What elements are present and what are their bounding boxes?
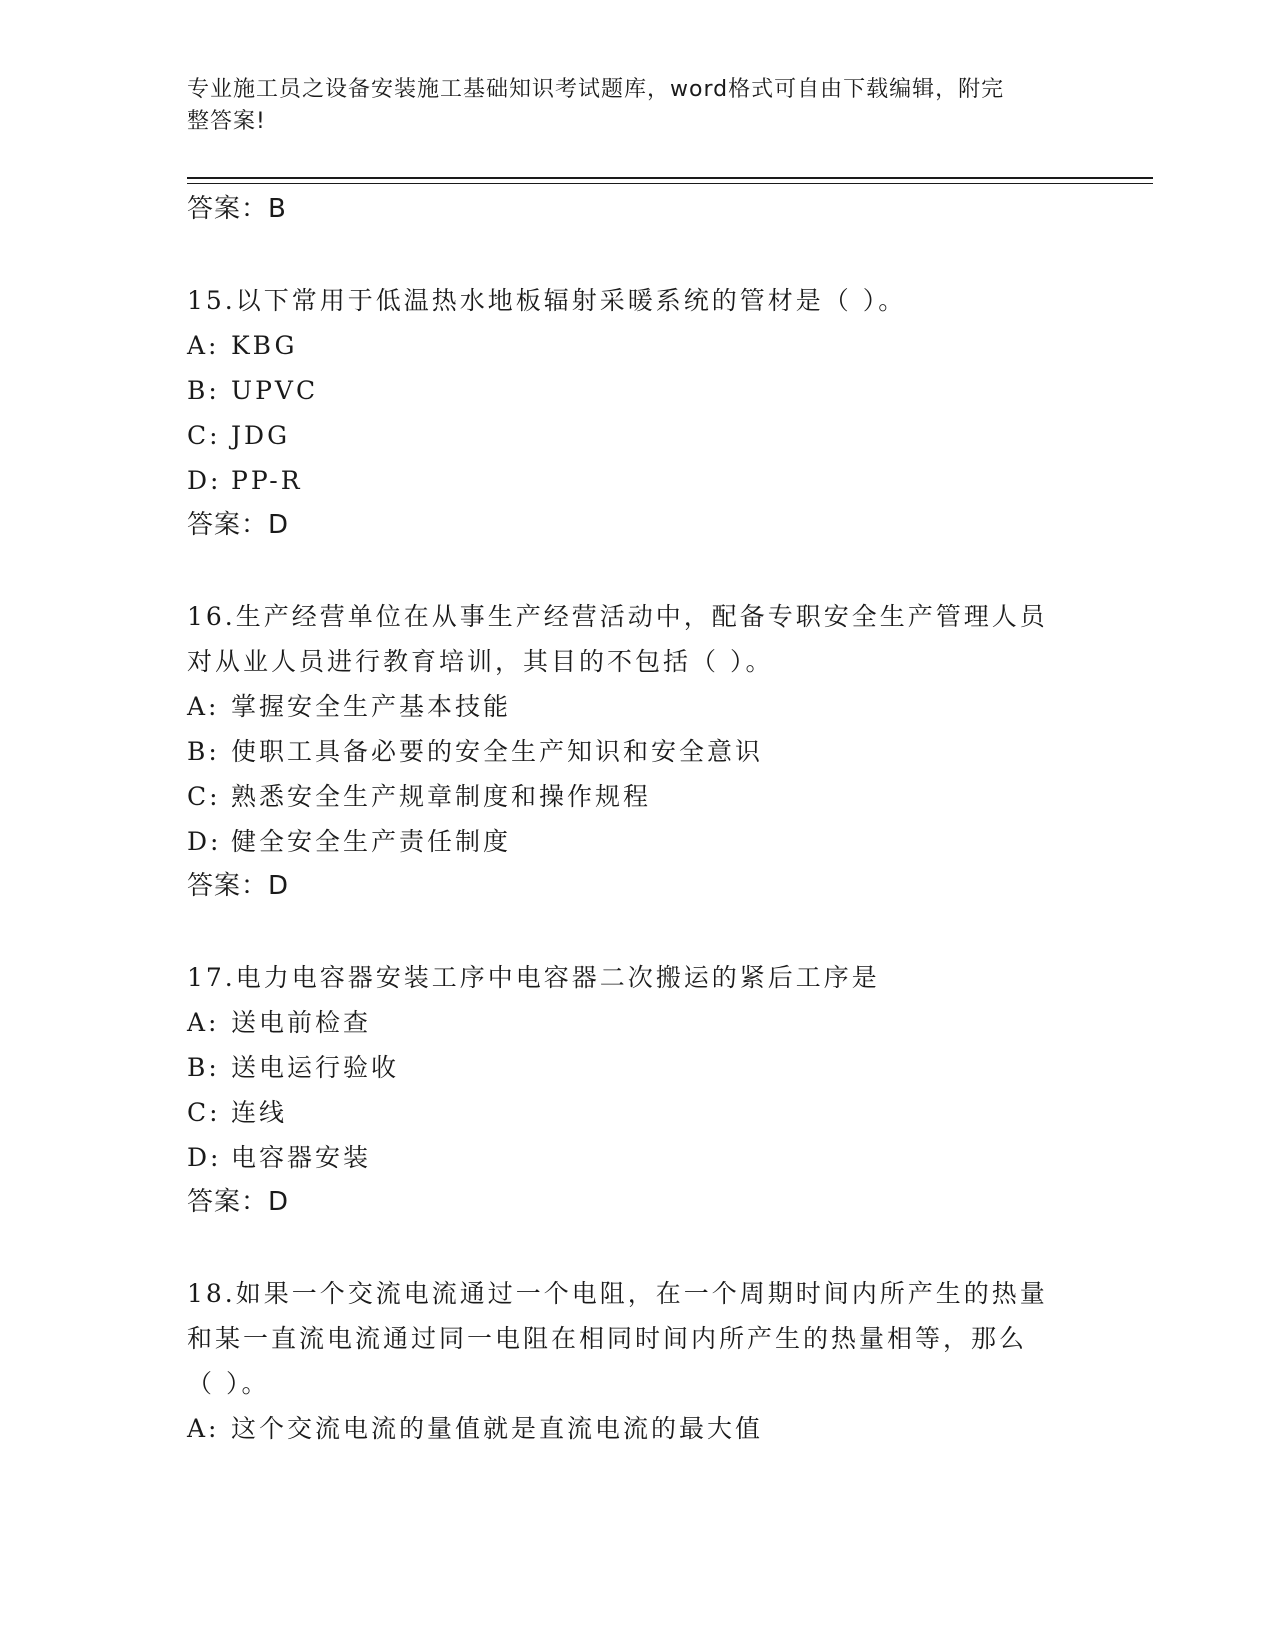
option-text: 这个交流电流的量值就是直流电流的最大值	[231, 1414, 764, 1443]
question-text: 17.电力电容器安装工序中电容器二次搬运的紧后工序是	[187, 963, 880, 992]
option-d	[187, 1135, 1087, 1180]
document-header	[187, 74, 1067, 138]
answer-line: 答案：D	[187, 1187, 290, 1217]
question-15	[187, 278, 1087, 548]
option-text: UPVC	[231, 376, 319, 405]
option-letter: B:	[187, 376, 220, 405]
question-list	[187, 187, 1087, 1451]
option-b	[187, 1045, 1087, 1090]
option-text: JDG	[231, 421, 291, 450]
option-d	[187, 819, 1087, 864]
option-text: PP-R	[231, 466, 303, 495]
option-b	[187, 368, 1087, 413]
option-letter: A:	[187, 1008, 220, 1037]
question-text: 对从业人员进行教育培训，其目的不包括（ ）。	[187, 647, 774, 676]
option-letter: C:	[187, 782, 221, 811]
option-letter: D:	[187, 1143, 222, 1172]
header-line-2: 整答案!	[187, 109, 266, 134]
option-letter: B:	[187, 737, 220, 766]
answer-line: 答案：D	[187, 871, 290, 901]
option-letter: A:	[187, 1414, 220, 1443]
option-letter: B:	[187, 1053, 220, 1082]
question-18	[187, 1271, 1087, 1451]
option-a	[187, 1406, 1087, 1451]
option-c	[187, 413, 1087, 458]
header-divider-thin	[187, 183, 1153, 184]
question-text: （ ）。	[187, 1369, 270, 1398]
option-text: 送电前检查	[231, 1008, 372, 1037]
question-text: 15.以下常用于低温热水地板辐射采暖系统的管材是（ ）。	[187, 286, 907, 315]
option-text: 使职工具备必要的安全生产知识和安全意识	[231, 737, 764, 766]
option-text: 送电运行验收	[231, 1053, 400, 1082]
option-a	[187, 1000, 1087, 1045]
option-letter: C:	[187, 421, 221, 450]
option-letter: D:	[187, 827, 222, 856]
option-letter: A:	[187, 331, 220, 360]
option-text: 电容器安装	[231, 1143, 372, 1172]
question-16	[187, 594, 1087, 909]
option-a	[187, 323, 1087, 368]
option-text: 熟悉安全生产规章制度和操作规程	[231, 782, 652, 811]
option-text: 健全安全生产责任制度	[231, 827, 512, 856]
question-text: 18.如果一个交流电流通过一个电阻，在一个周期时间内所产生的热量	[187, 1279, 1048, 1308]
option-d	[187, 458, 1087, 503]
option-a	[187, 684, 1087, 729]
option-letter: C:	[187, 1098, 221, 1127]
option-c	[187, 1090, 1087, 1135]
option-c	[187, 774, 1087, 819]
previous-answer: 答案：B	[187, 194, 287, 224]
header-line-1: 专业施工员之设备安装施工基础知识考试题库，word格式可自由下载编辑，附完	[187, 77, 1005, 102]
option-text: 掌握安全生产基本技能	[231, 692, 512, 721]
question-text: 16.生产经营单位在从事生产经营活动中，配备专职安全生产管理人员	[187, 602, 1048, 631]
question-text: 和某一直流电流通过同一电阻在相同时间内所产生的热量相等，那么	[187, 1324, 1028, 1353]
option-b	[187, 729, 1087, 774]
option-letter: D:	[187, 466, 222, 495]
answer-line: 答案：D	[187, 510, 290, 540]
option-text: 连线	[231, 1098, 288, 1127]
option-text: KBG	[231, 331, 298, 360]
question-17	[187, 955, 1087, 1225]
header-divider-thick	[187, 177, 1153, 179]
option-letter: A:	[187, 692, 220, 721]
